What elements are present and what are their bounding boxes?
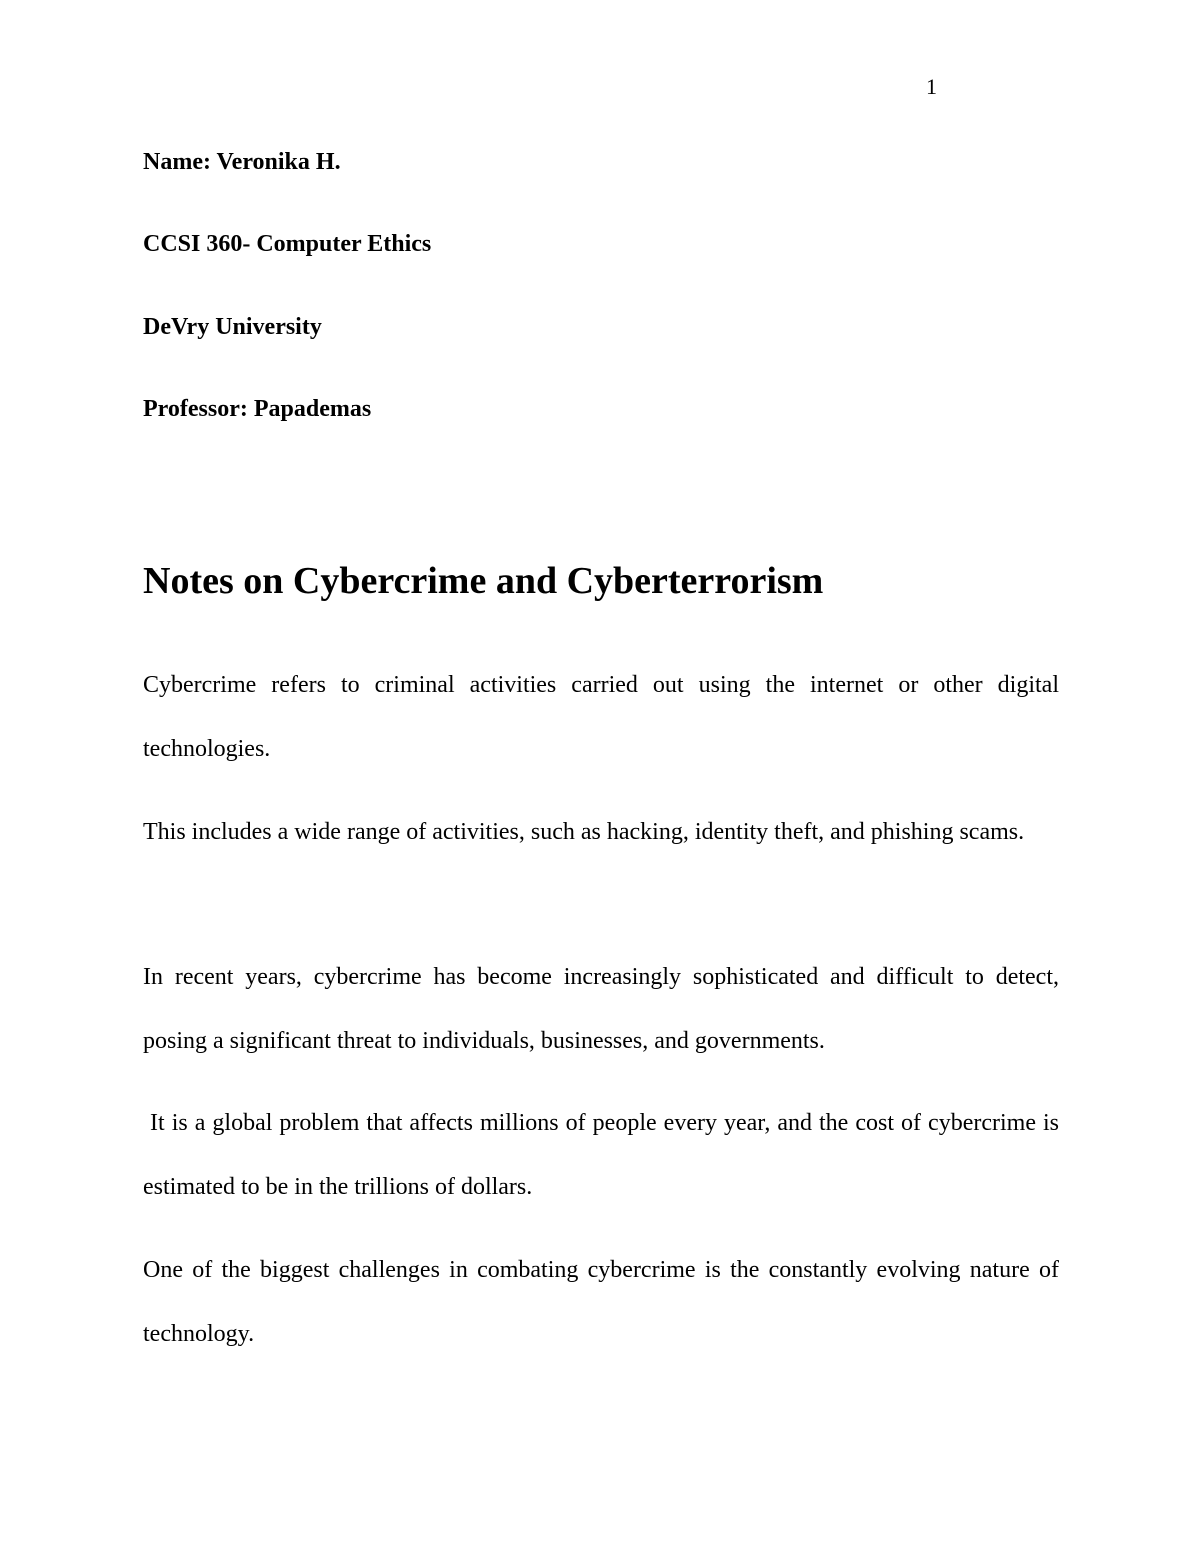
student-name: Name: Veronika H. (143, 149, 341, 175)
professor-name: Professor: Papademas (143, 396, 372, 422)
course-title: CCSI 360- Computer Ethics (143, 231, 432, 257)
university-name: DeVry University (143, 314, 322, 340)
page-number: 1 (926, 74, 937, 99)
paragraph-recent-years: In recent years, cybercrime has become increasingly sophisticated and difficult to detect, posing a significant threat to individuals, businesses, and governments. (143, 964, 1059, 1054)
document-title: Notes on Cybercrime and Cyberterrorism (143, 560, 824, 602)
paragraph-cybercrime-definition: Cybercrime refers to criminal activities carried out using the internet or other digital technologies. (143, 672, 1059, 762)
paragraph-activities: This includes a wide range of activities, such as hacking, identity theft, and phishing scams. (143, 819, 1025, 845)
paragraph-challenges: One of the biggest challenges in combating cybercrime is the constantly evolving nature of technology. (143, 1257, 1059, 1347)
paragraph-global-problem: It is a global problem that affects millions of people every year, and the cost of cybercrime is estimated to be in the trillions of dollars. (143, 1110, 1066, 1200)
